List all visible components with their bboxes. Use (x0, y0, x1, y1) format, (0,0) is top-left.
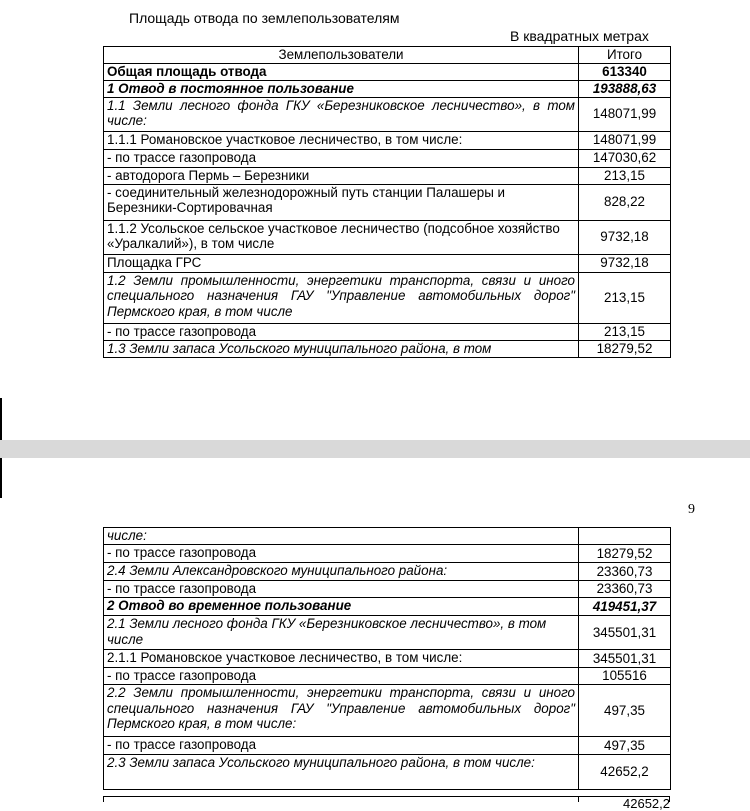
row-name: - по трассе газопровода (104, 323, 579, 340)
row-value: 497,35 (579, 737, 671, 755)
row-name: - по трассе газопровода (104, 737, 579, 755)
row-name: 1.1.2 Усольское сельское участковое лесничество (подсобное хозяйство «Уралкалий»), в том числе (104, 220, 579, 254)
table-row (104, 184, 671, 220)
row-value: 213,15 (579, 272, 671, 323)
table-row (104, 63, 671, 80)
row-name: - соединительный железнодорожный путь станции Палашеры и Березники-Сортировачная (104, 184, 579, 220)
row-border (103, 796, 104, 802)
page-number: 9 (688, 502, 695, 517)
table-row (104, 528, 671, 545)
land-allocation-table-part-1 (103, 46, 671, 358)
row-value: 147030,62 (579, 149, 671, 167)
row-value: 213,15 (579, 167, 671, 184)
row-border (578, 796, 579, 802)
row-value: 18279,52 (579, 340, 671, 357)
header-total: Итого (579, 47, 671, 64)
row-value: 345501,31 (579, 650, 671, 668)
table-row (104, 340, 671, 357)
table-row (104, 685, 671, 737)
table-row (104, 545, 671, 563)
row-name: - по трассе газопровода (104, 581, 579, 598)
row-name: 1.3 Земли запаса Усольского муниципального района, в том (104, 340, 579, 357)
row-name: - автодорога Пермь – Березники (104, 167, 579, 184)
row-value: 419451,37 (579, 598, 671, 616)
row-name: Площадка ГРС (104, 254, 579, 272)
table-caption: Площадь отвода по землепользователям (129, 10, 400, 26)
row-value: 23360,73 (579, 581, 671, 598)
row-value: 148071,99 (579, 97, 671, 131)
units-caption: В квадратных метрах (510, 28, 649, 44)
row-name: 1 Отвод в постоянное пользование (104, 80, 579, 97)
row-value: 497,35 (579, 685, 671, 737)
table-row (104, 755, 671, 790)
row-value (579, 528, 671, 545)
row-name: 2.2 Земли промышленности, энергетики транспорта, связи и иного специального назначения ГАУ "Управление автомобильных дорог" Пермского края, в том числе: (104, 685, 579, 737)
table-row (104, 272, 671, 323)
land-allocation-table-part-2 (103, 527, 671, 790)
table-row (104, 131, 671, 149)
table-cut-off-row (103, 796, 670, 811)
row-value: 18279,52 (579, 545, 671, 563)
row-name: - по трассе газопровода (104, 149, 579, 167)
row-name: 2.3 Земли запаса Усольского муниципального района, в том числе: (104, 755, 579, 790)
table-row (104, 598, 671, 616)
row-name: 1.2 Земли промышленности, энергетики транспорта, связи и иного специального назначения ГАУ "Управление автомобильных дорог" Пермского края, в том числе (104, 272, 579, 323)
cut-off-value: 42652,2 (623, 796, 670, 811)
row-value: 345501,31 (579, 616, 671, 650)
row-value: 23360,73 (579, 563, 671, 581)
row-name: 2 Отвод во временное пользование (104, 598, 579, 616)
row-name: - по трассе газопровода (104, 545, 579, 563)
table-header-row (104, 47, 671, 64)
table-row (104, 650, 671, 668)
row-name: - по трассе газопровода (104, 668, 579, 685)
row-name: 1.1.1 Романовское участковое лесничество, в том числе: (104, 131, 579, 149)
row-value: 42652,2 (579, 755, 671, 790)
row-value: 193888,63 (579, 80, 671, 97)
table-row (104, 97, 671, 131)
table-row (104, 220, 671, 254)
row-name: 2.1 Земли лесного фонда ГКУ «Березниковское лесничество», в том числе (104, 616, 579, 650)
row-value: 9732,18 (579, 254, 671, 272)
row-value: 828,22 (579, 184, 671, 220)
table-row (104, 323, 671, 340)
row-name: Общая площадь отвода (104, 63, 579, 80)
row-value: 105516 (579, 668, 671, 685)
row-name: 1.1 Земли лесного фонда ГКУ «Березниковское лесничество», в том числе: (104, 97, 579, 131)
page-border (0, 398, 2, 440)
table-row (104, 737, 671, 755)
table-row (104, 668, 671, 685)
table-row (104, 581, 671, 598)
row-value: 9732,18 (579, 220, 671, 254)
table-row (104, 563, 671, 581)
row-name: числе: (104, 528, 579, 545)
row-border (103, 796, 670, 797)
table-row (104, 616, 671, 650)
row-name: 2.4 Земли Александровского муниципального района: (104, 563, 579, 581)
row-value: 613340 (579, 63, 671, 80)
table-row (104, 149, 671, 167)
header-land-users: Землепользователи (104, 47, 579, 64)
table-row (104, 167, 671, 184)
row-value: 148071,99 (579, 131, 671, 149)
page-gap (0, 440, 750, 458)
table-row (104, 254, 671, 272)
row-value: 213,15 (579, 323, 671, 340)
page-border (0, 458, 2, 498)
table-row (104, 80, 671, 97)
row-name: 2.1.1 Романовское участковое лесничество, в том числе: (104, 650, 579, 668)
